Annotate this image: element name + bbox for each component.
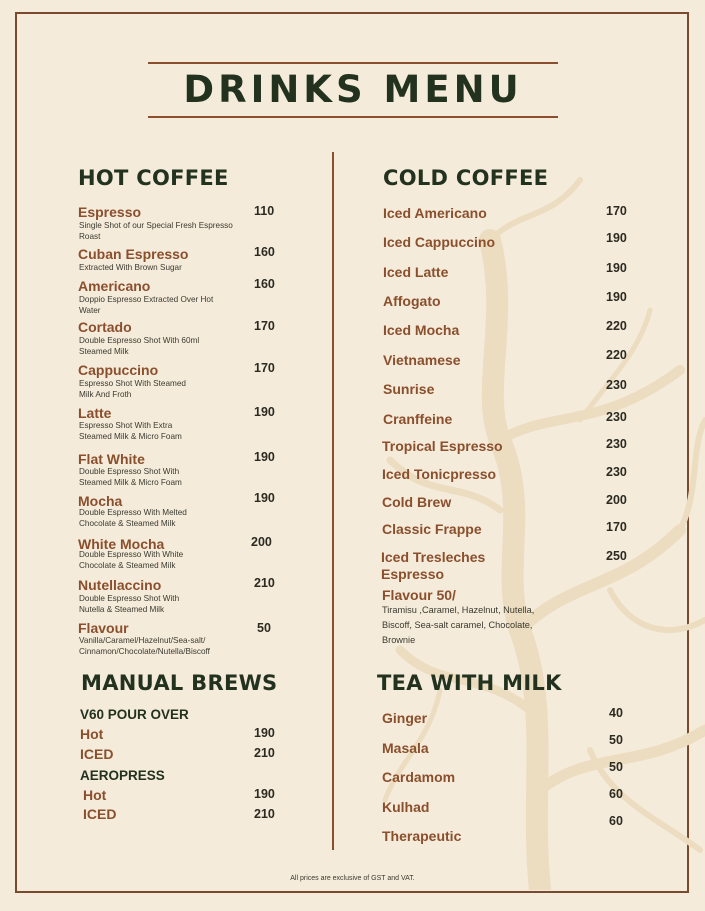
manual-brews-title: MANUAL BREWS <box>81 671 278 695</box>
menu-item-desc: Extracted With Brown Sugar <box>79 263 182 272</box>
menu-item-name: Affogato <box>383 293 441 309</box>
brew-method-heading: V60 POUR OVER <box>80 707 189 722</box>
menu-item-price: 190 <box>606 261 627 275</box>
hot-coffee-title: HOT COFFEE <box>78 166 229 190</box>
menu-item-name: Mocha <box>78 493 123 509</box>
menu-item-price: 40 <box>609 706 623 720</box>
menu-item-desc: Double Espresso Shot With 60ml Steamed Milk <box>79 336 200 356</box>
menu-item-name: Iced Americano <box>383 205 487 221</box>
menu-item-name: Hot <box>80 726 104 742</box>
flavour-heading: Flavour 50/ <box>382 587 456 603</box>
menu-item-name: Espresso <box>78 204 142 220</box>
menu-item-name: Iced Tresleches Espresso <box>381 549 486 582</box>
menu-item-price: 170 <box>606 204 627 218</box>
menu-item-price: 160 <box>254 277 275 291</box>
menu-item-price: 190 <box>606 231 627 245</box>
menu-item-price: 200 <box>251 535 272 549</box>
menu-item-name: White Mocha <box>78 536 165 552</box>
menu-item-price: 160 <box>254 245 275 259</box>
menu-item-name: ICED <box>80 746 114 762</box>
menu-item-price: 50 <box>609 760 623 774</box>
menu-item-name: Ginger <box>382 710 428 726</box>
menu-item-desc: Espresso Shot With Steamed Milk And Froth <box>79 379 186 399</box>
menu-item-name: Cardamom <box>382 769 456 785</box>
menu-item-name: Iced Cappuccino <box>383 234 496 250</box>
menu-item-name: Vietnamese <box>383 352 461 368</box>
menu-item-price: 220 <box>606 319 627 333</box>
menu-item-price: 210 <box>254 807 275 821</box>
menu-item-desc: Double Espresso With White Chocolate & Steamed Milk <box>79 550 184 570</box>
flavour-desc: Tiramisu ,Caramel, Hazelnut, Nutella, Biscoff, Sea-salt caramel, Chocolate, Brownie <box>382 605 535 645</box>
menu-item-name: Tropical Espresso <box>382 438 503 454</box>
column-divider <box>332 152 334 850</box>
menu-item-price: 50 <box>609 733 623 747</box>
menu-title-block <box>148 62 558 118</box>
menu-item-desc: Double Espresso Shot With Nutella & Steamed Milk <box>79 594 180 614</box>
menu-item-price: 190 <box>254 450 275 464</box>
price-disclaimer: All prices are exclusive of GST and VAT. <box>290 875 415 882</box>
menu-item-price: 230 <box>606 378 627 392</box>
menu-item-price: 200 <box>606 493 627 507</box>
menu-item-price: 250 <box>606 549 627 563</box>
menu-item-name: Classic Frappe <box>382 521 482 537</box>
menu-item-price: 60 <box>609 787 623 801</box>
menu-item-name: Cappuccino <box>78 362 159 378</box>
menu-item-desc: Single Shot of our Special Fresh Espresso Roast <box>79 221 233 241</box>
menu-item-price: 170 <box>254 361 275 375</box>
menu-item-name: Flat White <box>78 451 145 467</box>
menu-item-name: Sunrise <box>383 381 435 397</box>
menu-item-desc: Doppio Espresso Extracted Over Hot Water <box>79 295 214 315</box>
menu-item-price: 230 <box>606 437 627 451</box>
menu-item-name: Nutellaccino <box>78 577 162 593</box>
menu-item-name: Cold Brew <box>382 494 452 510</box>
menu-item-name: Cranffeine <box>383 411 453 427</box>
menu-item-price: 110 <box>254 204 275 218</box>
menu-item-name: Iced Tonicpresso <box>382 466 497 482</box>
menu-item-price: 210 <box>254 576 275 590</box>
menu-item-name: Cortado <box>78 319 132 335</box>
menu-item-desc: Double Espresso With Melted Chocolate & Steamed Milk <box>79 508 187 528</box>
menu-item-name: Latte <box>78 405 112 421</box>
menu-item-desc: Vanilla/Caramel/Hazelnut/Sea-salt/ Cinnamon/Chocolate/Nutella/Biscoff <box>79 636 210 656</box>
menu-item-price: 230 <box>606 410 627 424</box>
menu-item-name: Cuban Espresso <box>78 246 189 262</box>
menu-item-name: Flavour <box>78 620 129 636</box>
menu-item-name: Kulhad <box>382 799 430 815</box>
menu-item-price: 190 <box>254 491 275 505</box>
menu-item-price: 210 <box>254 746 275 760</box>
menu-item-price: 50 <box>257 621 271 635</box>
brew-method-heading: AEROPRESS <box>80 768 165 783</box>
menu-item-price: 220 <box>606 348 627 362</box>
menu-item-name: Masala <box>382 740 429 756</box>
menu-item-price: 190 <box>254 726 275 740</box>
menu-item-price: 170 <box>606 520 627 534</box>
tea-with-milk-title: TEA WITH MILK <box>377 671 562 695</box>
cold-coffee-title: COLD COFFEE <box>383 166 549 190</box>
menu-item-desc: Double Espresso Shot With Steamed Milk & Micro Foam <box>79 467 182 487</box>
menu-item-price: 190 <box>606 290 627 304</box>
menu-item-price: 190 <box>254 405 275 419</box>
menu-item-name: Iced Latte <box>383 264 449 280</box>
menu-item-name: Therapeutic <box>382 828 462 844</box>
menu-item-price: 190 <box>254 787 275 801</box>
menu-item-name: ICED <box>83 806 117 822</box>
menu-item-name: Americano <box>78 278 151 294</box>
menu-item-price: 230 <box>606 465 627 479</box>
menu-item-desc: Espresso Shot With Extra Steamed Milk & Micro Foam <box>79 421 182 441</box>
menu-item-name: Iced Mocha <box>383 322 460 338</box>
menu-item-price: 170 <box>254 319 275 333</box>
menu-item-price: 60 <box>609 814 623 828</box>
page-title: DRINKS MENU <box>183 68 523 111</box>
menu-item-name: Hot <box>83 787 107 803</box>
